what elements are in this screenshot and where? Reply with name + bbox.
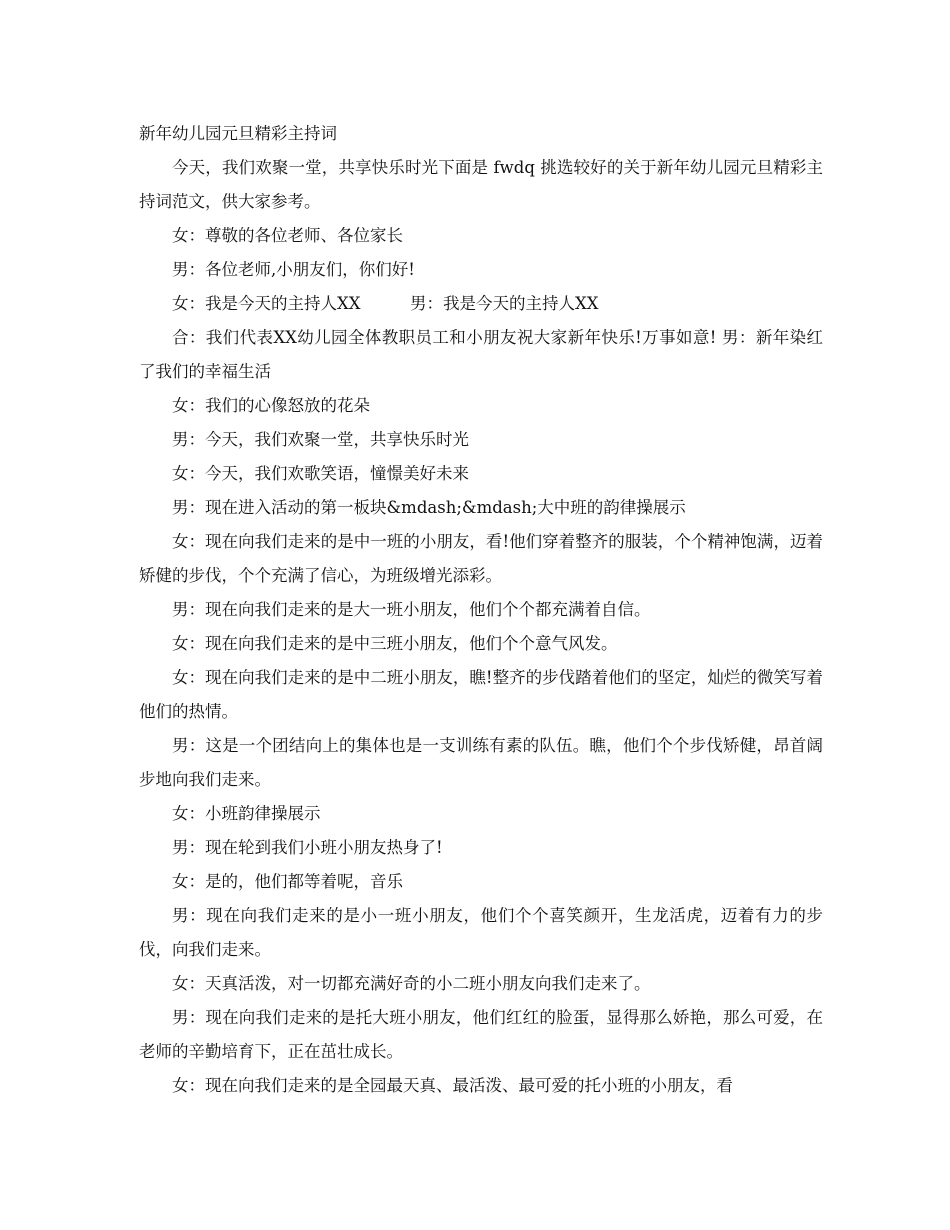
document-title: 新年幼儿园元旦精彩主持词 (139, 124, 337, 143)
paragraph: 男：现在向我们走来的是托大班小朋友，他们红红的脸蛋，显得那么娇艳，那么可爱，在老师的辛勤培育下，正在茁壮成长。 (139, 1008, 823, 1061)
paragraph: 男：今天，我们欢聚一堂，共享快乐时光 (172, 430, 469, 449)
paragraph: 女：我们的心像怒放的花朵 (172, 396, 370, 415)
paragraph: 男：现在进入活动的第一板块&mdash;&mdash;大中班的韵律操展示 (172, 498, 686, 517)
paragraph: 今天，我们欢聚一堂，共享快乐时光下面是 fwdq 挑选较好的关于新年幼儿园元旦精彩主持词范文，供大家参考。 (139, 158, 823, 211)
paragraph: 女：我是今天的主持人XX 男：我是今天的主持人XX (172, 294, 599, 313)
paragraph: 女：今天，我们欢歌笑语，憧憬美好未来 (172, 464, 469, 483)
paragraph: 合：我们代表XX幼儿园全体教职员工和小朋友祝大家新年快乐!万事如意! 男：新年染红了我们的幸福生活 (139, 328, 823, 381)
paragraph: 女：现在向我们走来的是全园最天真、最活泼、最可爱的托小班的小朋友，看 (172, 1076, 733, 1095)
paragraph: 男：现在向我们走来的是小一班小朋友，他们个个喜笑颜开，生龙活虎，迈着有力的步伐，向我们走来。 (139, 906, 823, 959)
paragraph: 女：现在向我们走来的是中二班小朋友，瞧!整齐的步伐踏着他们的坚定，灿烂的微笑写着他们的热情。 (139, 668, 823, 721)
paragraph: 男：现在向我们走来的是大一班小朋友，他们个个都充满着自信。 (172, 600, 651, 619)
paragraph: 女：现在向我们走来的是中一班的小朋友，看!他们穿着整齐的服装，个个精神饱满，迈着矫健的步伐，个个充满了信心，为班级增光添彩。 (139, 532, 823, 585)
paragraph: 女：是的，他们都等着呢，音乐 (172, 872, 403, 891)
paragraph: 男：各位老师,小朋友们，你们好! (172, 260, 415, 279)
paragraph: 男：现在轮到我们小班小朋友热身了! (172, 838, 443, 857)
document-body (139, 117, 823, 1103)
paragraph: 女：小班韵律操展示 (172, 804, 321, 823)
paragraph: 女：尊敬的各位老师、各位家长 (172, 226, 403, 245)
paragraph: 男：这是一个团结向上的集体也是一支训练有素的队伍。瞧，他们个个步伐矫健，昂首阔步地向我们走来。 (139, 736, 823, 789)
paragraph: 女：现在向我们走来的是中三班小朋友，他们个个意气风发。 (172, 634, 618, 653)
paragraph: 女：天真活泼，对一切都充满好奇的小二班小朋友向我们走来了。 (172, 974, 651, 993)
